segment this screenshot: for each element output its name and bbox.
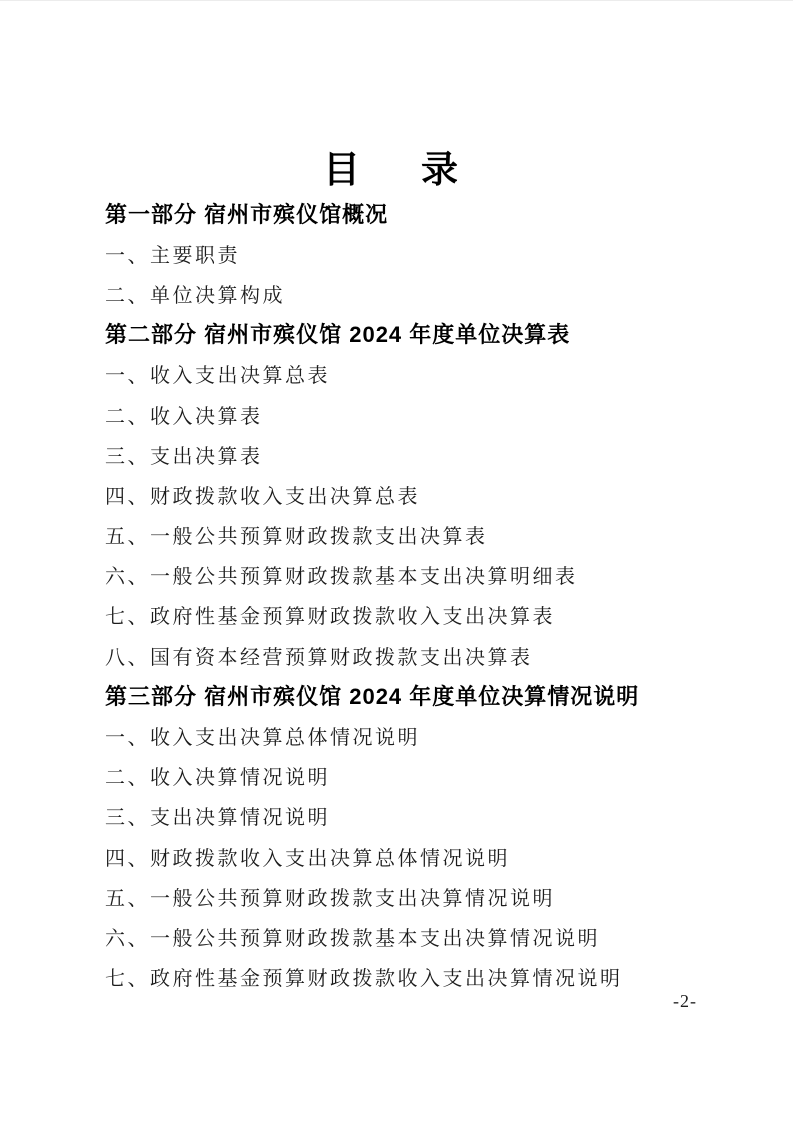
table-of-contents (105, 193, 705, 997)
toc-entry: 三、支出决算情况说明 (105, 807, 330, 830)
toc-section-heading: 第三部分 宿州市殡仪馆 2024 年度单位决算情况说明 (105, 683, 640, 709)
toc-entry: 五、一般公共预算财政拨款支出决算表 (105, 526, 488, 549)
toc-entry: 二、单位决算构成 (105, 284, 285, 307)
toc-entry: 六、一般公共预算财政拨款基本支出决算情况说明 (105, 927, 600, 950)
page-title: 目 录 (323, 149, 470, 190)
toc-entry: 四、财政拨款收入支出决算总表 (105, 485, 420, 508)
toc-entry: 五、一般公共预算财政拨款支出决算情况说明 (105, 887, 555, 910)
toc-entry: 八、国有资本经营预算财政拨款支出决算表 (105, 646, 533, 669)
toc-entry: 一、收入支出决算总体情况说明 (105, 727, 420, 750)
toc-entry: 一、主要职责 (105, 244, 240, 267)
toc-entry: 三、支出决算表 (105, 445, 263, 468)
toc-entry: 七、政府性基金预算财政拨款收入支出决算表 (105, 606, 555, 629)
toc-entry: 二、收入决算表 (105, 405, 263, 428)
toc-entry: 一、收入支出决算总表 (105, 365, 330, 388)
toc-section-heading: 第二部分 宿州市殡仪馆 2024 年度单位决算表 (105, 322, 571, 348)
toc-entry: 二、收入决算情况说明 (105, 767, 330, 790)
toc-entry: 六、一般公共预算财政拨款基本支出决算明细表 (105, 566, 578, 589)
toc-entry: 七、政府性基金预算财政拨款收入支出决算情况说明 (105, 968, 623, 991)
page-number: -2- (673, 991, 697, 1011)
toc-section-heading: 第一部分 宿州市殡仪馆概况 (105, 201, 389, 227)
toc-entry: 四、财政拨款收入支出决算总体情况说明 (105, 847, 510, 870)
